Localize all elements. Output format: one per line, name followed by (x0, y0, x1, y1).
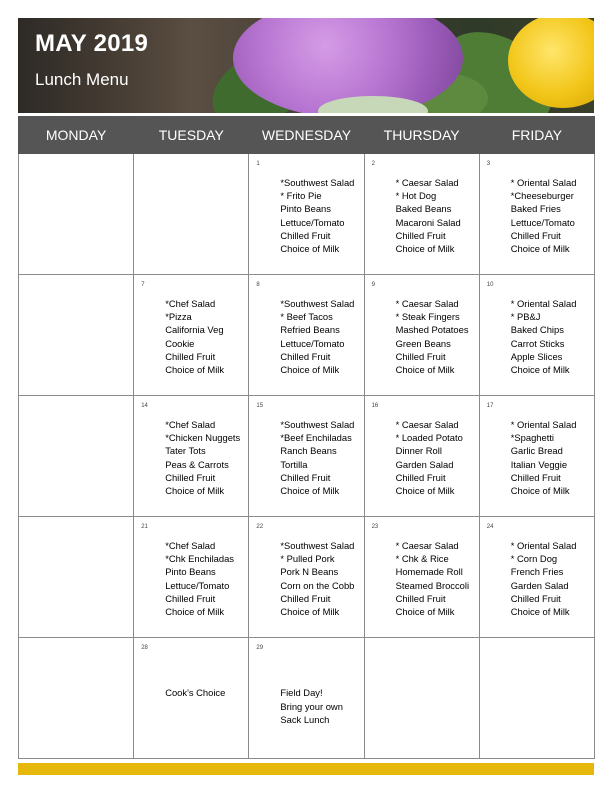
date-number: 28 (141, 645, 148, 651)
menu-item: *Chef Salad (165, 298, 216, 309)
menu-list (511, 176, 577, 255)
menu-item: Chilled Fruit (280, 350, 331, 362)
menu-item: * Pulled Pork (280, 553, 335, 565)
menu-item: Lettuce/Tomato (165, 579, 230, 591)
menu-list (511, 418, 577, 497)
menu-item: Choice of Milk (395, 606, 455, 618)
menu-item (280, 660, 343, 673)
menu-item: Chilled Fruit (165, 471, 216, 483)
menu-item: Pinto Beans (165, 566, 216, 578)
day-cell-friday (479, 517, 594, 638)
date-number: 3 (486, 161, 491, 167)
menu-item: Chilled Fruit (280, 229, 331, 241)
menu-item: Choice of Milk (510, 606, 570, 618)
menu-item: Italian Veggie (510, 458, 568, 470)
page-title: MAY 2019 (35, 30, 149, 57)
menu-item: Garlic Bread (510, 445, 563, 457)
menu-item: Baked Beans (395, 203, 452, 215)
menu-item: Choice of Milk (280, 364, 340, 376)
menu-item: California Veg (165, 324, 224, 336)
menu-item: Choice of Milk (280, 243, 340, 255)
day-header-row (19, 117, 595, 154)
menu-item: * Oriental Salad (510, 177, 577, 188)
menu-item: *Chk Enchiladas (165, 553, 234, 565)
menu-item: Mashed Potatoes (395, 324, 469, 336)
menu-item: Apple Slices (510, 350, 563, 362)
menu-list (511, 539, 577, 618)
menu-item: * PB&J (510, 311, 541, 323)
day-cell-monday (19, 154, 134, 275)
date-number: 1 (256, 161, 260, 167)
date-number: 9 (371, 282, 375, 288)
day-cell-thursday (364, 517, 479, 638)
menu-item: * Oriental Salad (510, 298, 577, 309)
menu-item: Chilled Fruit (280, 592, 331, 604)
menu-item: Choice of Milk (165, 606, 225, 618)
menu-list (280, 176, 354, 255)
day-cell-wednesday (249, 638, 364, 759)
menu-item: Garden Salad (395, 458, 454, 470)
menu-item: Carrot Sticks (510, 337, 565, 349)
menu-item: Choice of Milk (395, 485, 455, 497)
menu-item: Chilled Fruit (510, 229, 561, 241)
menu-item: Choice of Milk (280, 485, 340, 497)
menu-item: Refried Beans (280, 324, 340, 336)
week-row (19, 638, 595, 759)
menu-list (396, 539, 469, 618)
menu-list (280, 660, 343, 726)
menu-item: Lettuce/Tomato (280, 337, 345, 349)
menu-item: Tortilla (280, 458, 308, 470)
menu-item: Chilled Fruit (165, 592, 216, 604)
menu-item: Baked Fries (510, 203, 561, 215)
week-row (19, 396, 595, 517)
menu-item: Chilled Fruit (395, 229, 446, 241)
day-cell-thursday (364, 154, 479, 275)
date-number: 29 (256, 645, 264, 651)
menu-item: Choice of Milk (510, 243, 570, 255)
menu-item: Tater Tots (165, 445, 206, 457)
menu-list (165, 297, 224, 376)
date-number: 10 (486, 282, 494, 288)
footer-bar (18, 763, 594, 775)
menu-item: * Oriental Salad (510, 419, 577, 430)
menu-item: Choice of Milk (510, 364, 570, 376)
menu-item: Steamed Broccoli (395, 579, 470, 591)
day-header-thursday: THURSDAY (364, 117, 479, 154)
menu-item: Chilled Fruit (395, 350, 446, 362)
date-number: 2 (371, 161, 375, 167)
menu-item: Bring your own (280, 700, 343, 712)
menu-item (165, 660, 225, 673)
menu-item: Cookie (165, 337, 195, 349)
header-banner (18, 18, 594, 113)
menu-item (165, 673, 225, 686)
date-number: 8 (256, 282, 260, 288)
menu-item: * Loaded Potato (395, 432, 463, 444)
menu-item: * Steak Fingers (395, 311, 460, 323)
day-cell-thursday (364, 275, 479, 396)
menu-item: *Southwest Salad (280, 540, 355, 551)
menu-item: *Chef Salad (165, 419, 216, 430)
date-number: 14 (141, 403, 148, 409)
menu-list (280, 418, 354, 497)
page-subtitle: Lunch Menu (35, 70, 129, 89)
day-cell-tuesday (134, 396, 249, 517)
day-cell-wednesday (249, 154, 364, 275)
menu-item: Ranch Beans (280, 445, 337, 457)
menu-item: Choice of Milk (510, 485, 570, 497)
day-cell-monday (19, 638, 134, 759)
day-cell-monday (19, 517, 134, 638)
menu-item: * Beef Tacos (280, 311, 333, 323)
menu-item: Chilled Fruit (280, 471, 331, 483)
menu-list (511, 297, 577, 376)
menu-list (165, 418, 240, 497)
menu-item: Chilled Fruit (165, 350, 216, 362)
menu-item: *Southwest Salad (280, 298, 355, 309)
menu-item: Garden Salad (510, 579, 569, 591)
day-cell-tuesday (134, 275, 249, 396)
date-number: 17 (486, 403, 494, 409)
menu-item: *Southwest Salad (280, 419, 355, 430)
menu-item: Homemade Roll (395, 566, 463, 578)
menu-item: *Cheeseburger (510, 190, 574, 202)
menu-calendar (18, 116, 595, 759)
menu-item: * Caesar Salad (395, 177, 459, 188)
menu-item: Lettuce/Tomato (280, 216, 345, 228)
day-cell-wednesday (249, 396, 364, 517)
menu-list (280, 539, 354, 618)
menu-item: Peas & Carrots (165, 458, 229, 470)
day-cell-tuesday (134, 638, 249, 759)
day-cell-friday (479, 638, 594, 759)
week-row (19, 154, 595, 275)
week-row (19, 275, 595, 396)
menu-list (165, 539, 234, 618)
day-cell-monday (19, 396, 134, 517)
day-header-tuesday: TUESDAY (134, 117, 249, 154)
day-cell-tuesday (134, 154, 249, 275)
menu-item: *Chef Salad (165, 540, 216, 551)
menu-item: * Hot Dog (395, 190, 437, 202)
menu-item: Choice of Milk (395, 364, 455, 376)
menu-list (396, 297, 469, 376)
date-number: 22 (256, 524, 264, 530)
menu-item: *Spaghetti (510, 432, 555, 444)
menu-item: Sack Lunch (280, 713, 330, 725)
menu-item: *Beef Enchiladas (280, 432, 352, 444)
menu-list (165, 660, 225, 700)
date-number: 16 (371, 403, 379, 409)
day-cell-thursday (364, 638, 479, 759)
menu-item: *Chicken Nuggets (165, 432, 241, 444)
menu-item: Macaroni Salad (395, 216, 461, 228)
menu-item: Lettuce/Tomato (510, 216, 575, 228)
menu-list (280, 297, 354, 376)
menu-list (396, 176, 461, 255)
week-row (19, 517, 595, 638)
menu-list (396, 418, 463, 497)
day-cell-friday (479, 275, 594, 396)
date-number: 23 (371, 524, 379, 530)
menu-item: * Frito Pie (280, 190, 322, 202)
menu-item: * Caesar Salad (395, 298, 459, 309)
menu-item: * Caesar Salad (395, 419, 459, 430)
day-header-monday: MONDAY (19, 117, 134, 154)
day-cell-monday (19, 275, 134, 396)
menu-item: Chilled Fruit (395, 471, 446, 483)
day-header-friday: FRIDAY (479, 117, 594, 154)
day-cell-wednesday (249, 517, 364, 638)
menu-item: Chilled Fruit (510, 592, 561, 604)
menu-item: * Chk & Rice (395, 553, 449, 565)
menu-item: Corn on the Cobb (280, 579, 355, 591)
day-cell-tuesday (134, 517, 249, 638)
day-cell-wednesday (249, 275, 364, 396)
menu-item: Cook's Choice (165, 687, 226, 699)
menu-item: Dinner Roll (395, 445, 442, 457)
menu-item (280, 673, 343, 686)
menu-item: *Pizza (165, 311, 192, 323)
menu-item: Baked Chips (510, 324, 564, 336)
date-number: 21 (141, 524, 148, 530)
day-cell-thursday (364, 396, 479, 517)
date-number: 7 (141, 282, 145, 288)
menu-item: Green Beans (395, 337, 451, 349)
day-cell-friday (479, 154, 594, 275)
menu-item: Chilled Fruit (510, 471, 561, 483)
date-number: 15 (256, 403, 264, 409)
menu-item: French Fries (510, 566, 564, 578)
menu-item: Field Day! (280, 687, 323, 699)
menu-item: Pinto Beans (280, 203, 331, 215)
menu-item: Choice of Milk (165, 364, 225, 376)
day-header-wednesday: WEDNESDAY (249, 117, 364, 154)
menu-item: * Caesar Salad (395, 540, 459, 551)
menu-item: * Oriental Salad (510, 540, 577, 551)
menu-item: * Corn Dog (510, 553, 558, 565)
menu-item: Choice of Milk (395, 243, 455, 255)
menu-item: Choice of Milk (165, 485, 225, 497)
menu-item: *Southwest Salad (280, 177, 355, 188)
day-cell-friday (479, 396, 594, 517)
menu-item: Choice of Milk (280, 606, 340, 618)
menu-item: Chilled Fruit (395, 592, 446, 604)
date-number: 24 (486, 524, 494, 530)
menu-item: Pork N Beans (280, 566, 339, 578)
